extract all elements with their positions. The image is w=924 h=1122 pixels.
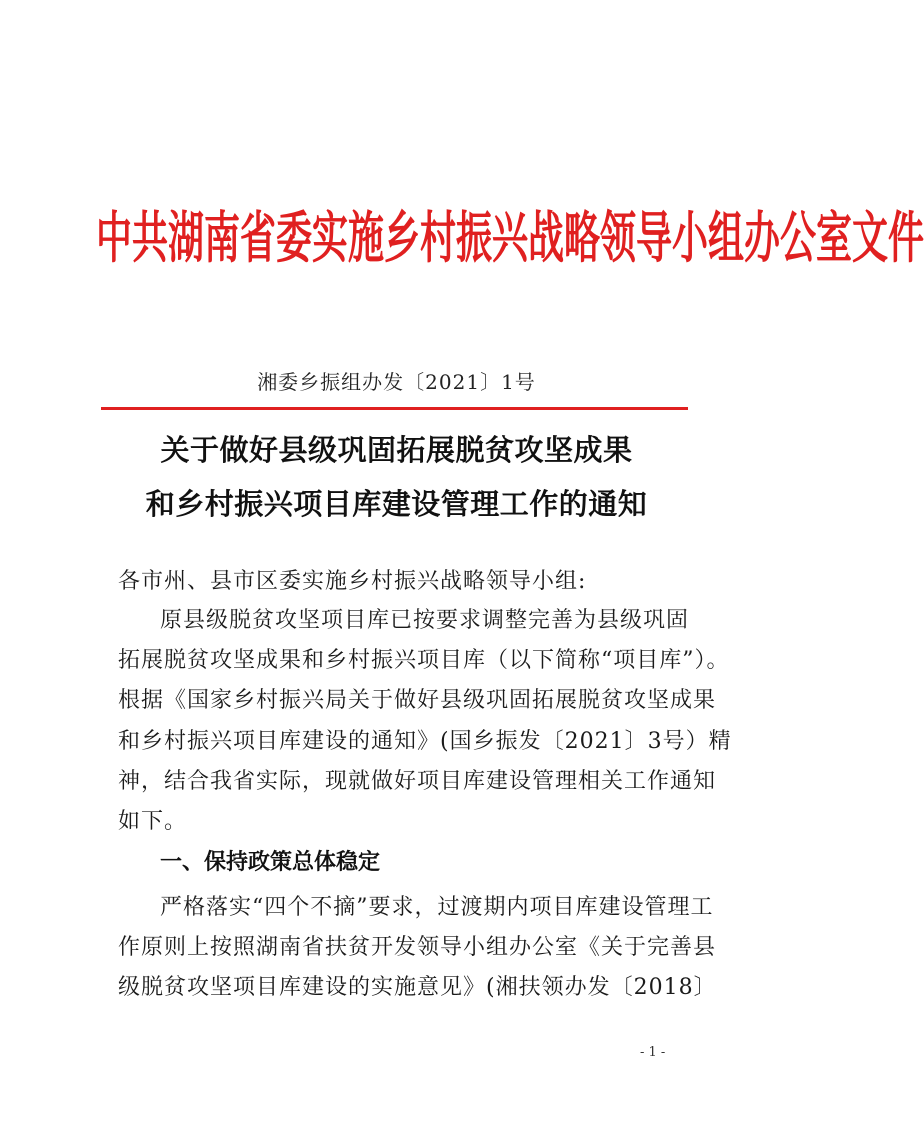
salutation: 各市州、县市区委实施乡村振兴战略领导小组: xyxy=(118,569,587,594)
paragraph-line: 原县级脱贫攻坚项目库已按要求调整完善为县级巩固 xyxy=(160,608,690,633)
paragraph-line: 如下。 xyxy=(118,809,188,834)
paragraph-line: 级脱贫攻坚项目库建设的实施意见》(湘扶领办发〔2018〕 xyxy=(118,975,717,1000)
paragraph-line: 和乡村振兴项目库建设的通知》(国乡振发〔2021〕3号）精 xyxy=(118,729,732,754)
paragraph-line: 根据《国家乡村振兴局关于做好县级巩固拓展脱贫攻坚成果 xyxy=(118,688,717,713)
notice-title-line-1: 关于做好县级巩固拓展脱贫攻坚成果 xyxy=(160,433,633,467)
section-heading: 一、保持政策总体稳定 xyxy=(160,849,381,875)
red-separator-line xyxy=(101,407,688,410)
paragraph-line: 严格落实“四个不摘”要求，过渡期内项目库建设管理工 xyxy=(160,895,714,920)
notice-title-line-2: 和乡村振兴项目库建设管理工作的通知 xyxy=(145,487,648,521)
page-number: - 1 - xyxy=(640,1045,666,1060)
issuing-office-title: 中共湖南省委实施乡村振兴战略领导小组办公室文件 xyxy=(96,206,924,272)
paragraph-line: 作原则上按照湖南省扶贫开发领导小组办公室《关于完善县 xyxy=(118,935,717,960)
paragraph-line: 神，结合我省实际，现就做好项目库建设管理相关工作通知 xyxy=(118,769,717,794)
paragraph-line: 拓展脱贫攻坚成果和乡村振兴项目库（以下简称“项目库”）。 xyxy=(118,648,730,673)
document-number: 湘委乡振组办发〔2021〕1号 xyxy=(257,370,536,394)
